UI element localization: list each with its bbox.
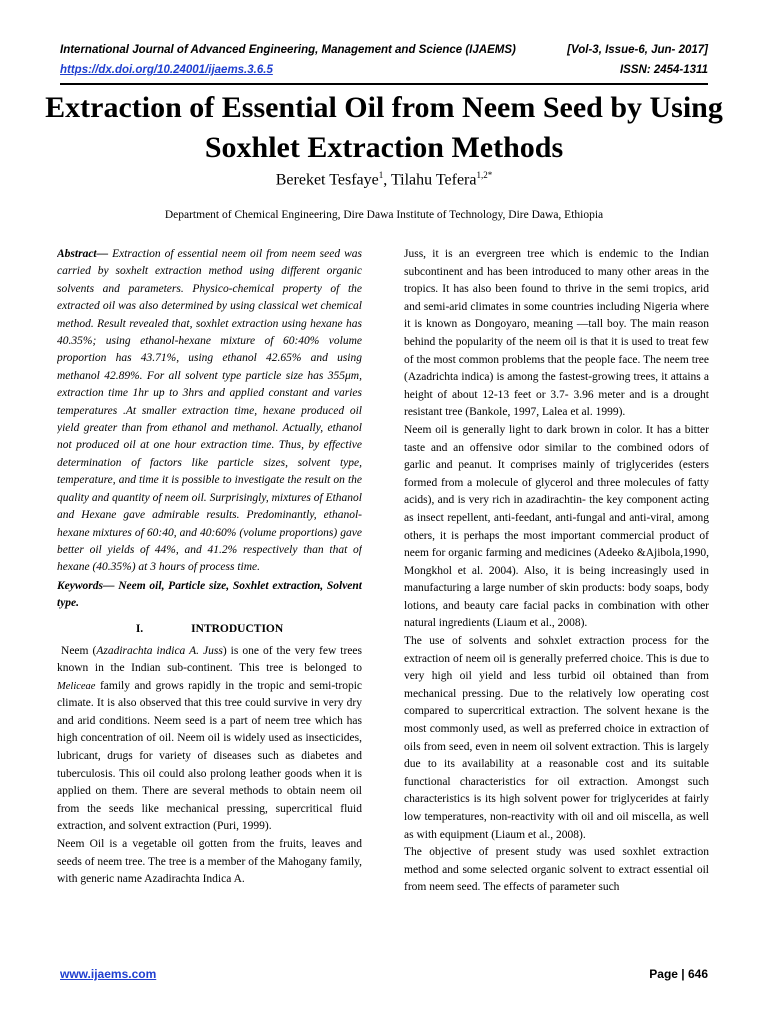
introduction-body [57, 643, 362, 889]
right-column [404, 246, 709, 954]
abstract-text: Extraction of essential neem oil from neem seed was carried by soxhelt extraction method using different organic solvents and parameters. Physico-chemical property of the extracted oil was also determined by using classical wet chemical method. Result revealed that, soxhlet extraction using hexane has 40.35%; using ethanol-hexane mixture of 60:40% volume proportion has 43.71%, using ethanol 42.65% and using methanol 42.89%. For all solvent type particle size has 355μm, extraction time 1hr up to 3hrs and applied constant and varies temperatures .At smaller extraction time, hexane produced oil yield greater than from ethanol and methanol. Actually, ethanol not produced oil at one hour extraction time. Thus, by effective determination of factors like particle sizes, solvent type, temperature, and time it is possible to investigate the result on the quality and quantity of neem oil. Surprisingly, mixtures of Ethanol and Hexane gave admirable results. Predominantly, ethanol-hexane mixtures of 60:40, and 40:60% (volume proportions) gave better oil yields of 44%, and 41.2% respectively than that of hexane (40.35%) at 3 hours of process time. [57, 248, 362, 574]
author-1: Bereket Tesfaye [275, 171, 379, 189]
author-2: Tilahu Tefera [390, 171, 477, 189]
family-name: Meliceae [57, 680, 96, 692]
section-title: INTRODUCTION [191, 622, 284, 635]
author-1-affil-mark: 1 [378, 170, 384, 180]
species-name: Azadirachta indica A. Juss [96, 644, 223, 657]
journal-name: International Journal of Advanced Engineering, Management and Science (IJAEMS) [60, 44, 516, 56]
running-header-bottom [60, 64, 708, 76]
right-paragraph-2: Neem oil is generally light to dark brown in color. It has a bitter taste and an offensive odor similar to the combined odors of garlic and peanut. It comprises mainly of triglycerides (esters formed from a molecule of glycerol and three molecules of fatty acids), and is very rich in azadirachtin- the key component acting as insect repellent, anti-feedant, anti-fungal and anti-viral, among others, it is perhaps the most important commercial product of neem for organic farming and medicines (Adeeko &Ajibola,1990, Mongkhol et al. 2004). Also, it is being increasingly used in manufacturing a large number of skin products: body soaps, body lotions, and beauty care facial packs in combination with other natural ingredients (Liaum et al., 2008). [404, 423, 709, 630]
paper-title: Extraction of Essential Oil from Neem Seed by Using Soxhlet Extraction Methods [45, 91, 723, 164]
right-paragraph-3: The use of solvents and sohxlet extraction process for the extraction of neem oil is generally preferred choice. This is due to very high oil yield and less turbid oil obtained than from mechanical pressing. Due to the relatively low operating cost compared to supercritical extraction. The solvent hexane is the most commonly used, as well as preferred choice in extraction of oils from seed, even in neem oil solvent extraction. This is largely due to its availability at a reasonable cost and its suitable functional characteristics for oil extraction. Amongst such characteristics is its high solvent power for triglycerides at fairly low temperatures, non-reactivity with oil and oil miscella, as well as with equipment (Liaum et al., 2008). [404, 635, 709, 841]
intro-p1-part-b: ) is one of the very few trees known in the Indian sub-continent. This tree is belonged to [57, 644, 362, 675]
intro-paragraph-1 [57, 643, 362, 837]
header-divider [60, 83, 708, 85]
running-header-top [60, 44, 708, 56]
footer-page-number: Page | 646 [649, 967, 708, 981]
author-line [40, 170, 728, 189]
left-column [57, 246, 362, 954]
intro-p1-part-a: Neem ( [61, 644, 97, 657]
issn: ISSN: 2454-1311 [619, 64, 708, 76]
right-paragraph-1: Juss, it is an evergreen tree which is endemic to the Indian subcontinent and has been introduced to many other areas in the tropics. It has also been found to thrive in the semi tropics, arid and semi-arid climates in some countries including Nigeria where it is known as Dongoyaro, meaning ―tall boy. The main reason behind the popularity of the neem oil is that it is used to treat few of the most common problems that the people face. The neem tree (Azadrichta indica) is among the fastest-growing trees, it attains a height of about 12-13 feet or 3.7- 3.96 meter and is a drought resistant tree (Bankole, 1997, Lalea et al. 1999). [404, 248, 709, 419]
intro-paragraph-2: Neem Oil is a vegetable oil gotten from the fruits, leaves and seeds of neem tree. The tree is a member of the Mahogany family, with generic name Azadirachta Indica A. [57, 838, 362, 886]
right-paragraph-4: The objective of present study was used soxhlet extraction method and some selected organic solvent to extract essential oil from neem seed. The effects of parameter such [404, 846, 709, 894]
affiliation: Department of Chemical Engineering, Dire Dawa Institute of Technology, Dire Dawa, Ethiopia [164, 209, 604, 221]
intro-p1-part-c: family and grows rapidly in the tropic and semi-tropic climate. It is also observed that this tree could survive in very dry and arid conditions. Neem seed is a part of neem tree which has high concentration of oil. Neem oil is widely used as insecticides, lubricant, drugs for variety of diseases such as diabetes and tuberculosis. This oil could also prolong leather goods when it is applied on them. There are several methods to obtain neem oil from the seeds like mechanical pressing, supercritical fluid extraction, and solvent extraction (Puri, 1999). [57, 679, 362, 833]
volume-info: [Vol-3, Issue-6, Jun- 2017] [567, 44, 708, 56]
author-2-affil-mark: 1,2* [476, 170, 493, 180]
abstract-label: Abstract— [57, 248, 109, 260]
section-heading-introduction [57, 621, 362, 639]
keywords: Keywords— Neem oil, Particle size, Soxhlet extraction, Solvent type. [57, 579, 362, 610]
author-separator: , [383, 171, 391, 189]
abstract [57, 246, 362, 577]
section-number: I. [135, 622, 144, 635]
footer-website-link[interactable]: www.ijaems.com [60, 967, 157, 981]
doi-link[interactable]: https://dx.doi.org/10.24001/ijaems.3.6.5 [60, 64, 273, 76]
